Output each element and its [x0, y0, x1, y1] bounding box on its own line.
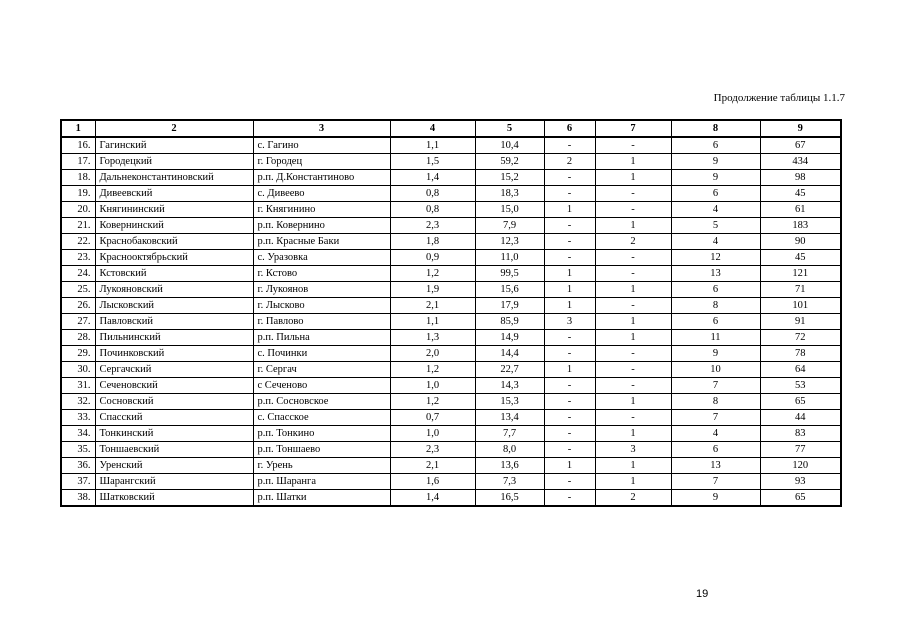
table-cell-col-9: 434 — [760, 154, 841, 170]
table-cell-col-7: - — [595, 250, 671, 266]
table-cell-col-5: 16,5 — [475, 490, 544, 507]
table-cell-col-7: 1 — [595, 426, 671, 442]
table-cell-col-2: Тонкинский — [95, 426, 253, 442]
table-cell-col-1: 38. — [61, 490, 95, 507]
table-cell-col-6: - — [544, 234, 595, 250]
table-cell-col-6: 1 — [544, 458, 595, 474]
table-cell-col-2: Сосновский — [95, 394, 253, 410]
table-cell-col-4: 0,8 — [390, 202, 475, 218]
table-cell-col-3: с. Уразовка — [253, 250, 390, 266]
table-cell-col-5: 14,4 — [475, 346, 544, 362]
table-row — [61, 490, 841, 507]
table-row — [61, 266, 841, 282]
table-cell-col-8: 9 — [671, 170, 760, 186]
table-cell-col-9: 45 — [760, 186, 841, 202]
column-header-2: 2 — [95, 120, 253, 137]
table-cell-col-9: 101 — [760, 298, 841, 314]
table-cell-col-7: 1 — [595, 394, 671, 410]
table-cell-col-2: Шарангский — [95, 474, 253, 490]
table-cell-col-3: г. Урень — [253, 458, 390, 474]
table-cell-col-6: - — [544, 250, 595, 266]
table-cell-col-5: 22,7 — [475, 362, 544, 378]
table-cell-col-1: 25. — [61, 282, 95, 298]
table-row — [61, 186, 841, 202]
table-cell-col-6: - — [544, 137, 595, 154]
table-cell-col-5: 15,6 — [475, 282, 544, 298]
table-cell-col-4: 2,1 — [390, 458, 475, 474]
table-cell-col-3: г. Сергач — [253, 362, 390, 378]
table-cell-col-2: Сергачский — [95, 362, 253, 378]
table-cell-col-8: 8 — [671, 298, 760, 314]
table-cell-col-1: 22. — [61, 234, 95, 250]
table-cell-col-4: 1,2 — [390, 266, 475, 282]
table-cell-col-5: 15,2 — [475, 170, 544, 186]
table-cell-col-3: р.п. Пильна — [253, 330, 390, 346]
table-cell-col-9: 77 — [760, 442, 841, 458]
table-cell-col-3: с. Дивеево — [253, 186, 390, 202]
data-table — [60, 119, 842, 507]
table-cell-col-7: - — [595, 266, 671, 282]
table-row — [61, 298, 841, 314]
table-cell-col-1: 19. — [61, 186, 95, 202]
table-cell-col-9: 90 — [760, 234, 841, 250]
table-cell-col-7: - — [595, 202, 671, 218]
table-cell-col-2: Спасский — [95, 410, 253, 426]
table-cell-col-8: 13 — [671, 458, 760, 474]
table-cell-col-6: - — [544, 474, 595, 490]
table-cell-col-5: 14,9 — [475, 330, 544, 346]
table-cell-col-2: Уренский — [95, 458, 253, 474]
table-cell-col-5: 7,3 — [475, 474, 544, 490]
table-cell-col-9: 67 — [760, 137, 841, 154]
table-cell-col-5: 7,7 — [475, 426, 544, 442]
table-cell-col-2: Сеченовский — [95, 378, 253, 394]
table-row — [61, 170, 841, 186]
table-cell-col-6: - — [544, 170, 595, 186]
table-cell-col-2: Ковернинский — [95, 218, 253, 234]
table-row — [61, 394, 841, 410]
table-cell-col-1: 32. — [61, 394, 95, 410]
table-cell-col-2: Шатковский — [95, 490, 253, 507]
table-cell-col-8: 4 — [671, 426, 760, 442]
table-cell-col-4: 2,3 — [390, 218, 475, 234]
table-cell-col-8: 7 — [671, 474, 760, 490]
table-cell-col-8: 6 — [671, 137, 760, 154]
table-cell-col-6: 1 — [544, 298, 595, 314]
table-header — [61, 120, 841, 137]
table-cell-col-4: 1,6 — [390, 474, 475, 490]
table-cell-col-5: 7,9 — [475, 218, 544, 234]
table-cell-col-6: - — [544, 426, 595, 442]
table-cell-col-9: 61 — [760, 202, 841, 218]
table-cell-col-5: 17,9 — [475, 298, 544, 314]
table-cell-col-7: 2 — [595, 490, 671, 507]
table-cell-col-1: 30. — [61, 362, 95, 378]
table-cell-col-6: 1 — [544, 202, 595, 218]
table-cell-col-3: г. Городец — [253, 154, 390, 170]
table-cell-col-4: 0,7 — [390, 410, 475, 426]
table-cell-col-8: 7 — [671, 378, 760, 394]
table-cell-col-7: 3 — [595, 442, 671, 458]
table-cell-col-6: - — [544, 218, 595, 234]
table-cell-col-6: 3 — [544, 314, 595, 330]
table-cell-col-3: с. Починки — [253, 346, 390, 362]
table-cell-col-8: 6 — [671, 186, 760, 202]
table-cell-col-2: Кстовский — [95, 266, 253, 282]
table-cell-col-8: 7 — [671, 410, 760, 426]
table-cell-col-6: - — [544, 186, 595, 202]
table-cell-col-5: 15,3 — [475, 394, 544, 410]
table-cell-col-1: 31. — [61, 378, 95, 394]
table-cell-col-1: 21. — [61, 218, 95, 234]
table-cell-col-9: 72 — [760, 330, 841, 346]
table-row — [61, 234, 841, 250]
table-cell-col-6: - — [544, 378, 595, 394]
table-cell-col-5: 8,0 — [475, 442, 544, 458]
table-cell-col-7: - — [595, 378, 671, 394]
table-cell-col-9: 120 — [760, 458, 841, 474]
table-cell-col-6: - — [544, 346, 595, 362]
table-cell-col-1: 23. — [61, 250, 95, 266]
table-cell-col-1: 36. — [61, 458, 95, 474]
table-row — [61, 346, 841, 362]
table-cell-col-8: 5 — [671, 218, 760, 234]
table-cell-col-5: 11,0 — [475, 250, 544, 266]
table-cell-col-1: 16. — [61, 137, 95, 154]
table-cell-col-4: 1,8 — [390, 234, 475, 250]
table-cell-col-2: Городецкий — [95, 154, 253, 170]
table-cell-col-7: 1 — [595, 218, 671, 234]
table-cell-col-3: р.п. Шаранга — [253, 474, 390, 490]
table-cell-col-7: - — [595, 186, 671, 202]
table-cell-col-7: 1 — [595, 458, 671, 474]
table-cell-col-7: - — [595, 362, 671, 378]
table-cell-col-3: с. Гагино — [253, 137, 390, 154]
table-cell-col-1: 26. — [61, 298, 95, 314]
table-cell-col-8: 9 — [671, 346, 760, 362]
table-cell-col-2: Дивеевский — [95, 186, 253, 202]
column-header-5: 5 — [475, 120, 544, 137]
table-cell-col-1: 18. — [61, 170, 95, 186]
table-cell-col-7: - — [595, 346, 671, 362]
table-cell-col-9: 91 — [760, 314, 841, 330]
table-cell-col-1: 27. — [61, 314, 95, 330]
table-cell-col-7: 1 — [595, 474, 671, 490]
table-cell-col-3: р.п. Сосновское — [253, 394, 390, 410]
table-cell-col-6: 1 — [544, 282, 595, 298]
table-cell-col-3: г. Лукоянов — [253, 282, 390, 298]
table-body — [61, 137, 841, 506]
page-number: 19 — [696, 588, 709, 600]
table-row — [61, 218, 841, 234]
table-cell-col-4: 2,0 — [390, 346, 475, 362]
table-cell-col-1: 34. — [61, 426, 95, 442]
table-cell-col-1: 20. — [61, 202, 95, 218]
table-cell-col-7: 2 — [595, 234, 671, 250]
table-cell-col-7: 1 — [595, 282, 671, 298]
table-cell-col-5: 10,4 — [475, 137, 544, 154]
table-cell-col-9: 65 — [760, 394, 841, 410]
table-cell-col-4: 1,5 — [390, 154, 475, 170]
table-row — [61, 202, 841, 218]
table-cell-col-3: р.п. Тоншаево — [253, 442, 390, 458]
table-cell-col-9: 98 — [760, 170, 841, 186]
column-header-9: 9 — [760, 120, 841, 137]
table-row — [61, 330, 841, 346]
table-cell-col-7: 1 — [595, 314, 671, 330]
table-cell-col-8: 8 — [671, 394, 760, 410]
table-cell-col-4: 1,4 — [390, 170, 475, 186]
table-row — [61, 314, 841, 330]
table-cell-col-6: - — [544, 330, 595, 346]
table-cell-col-8: 4 — [671, 234, 760, 250]
table-cell-col-3: р.п. Красные Баки — [253, 234, 390, 250]
table-cell-col-5: 13,6 — [475, 458, 544, 474]
table-cell-col-8: 11 — [671, 330, 760, 346]
table-cell-col-7: 1 — [595, 330, 671, 346]
column-header-6: 6 — [544, 120, 595, 137]
table-cell-col-4: 0,9 — [390, 250, 475, 266]
table-cell-col-1: 33. — [61, 410, 95, 426]
table-cell-col-9: 83 — [760, 426, 841, 442]
table-row — [61, 378, 841, 394]
table-cell-col-5: 99,5 — [475, 266, 544, 282]
table-cell-col-1: 37. — [61, 474, 95, 490]
table-cell-col-9: 64 — [760, 362, 841, 378]
table-cell-col-9: 53 — [760, 378, 841, 394]
table-cell-col-4: 1,3 — [390, 330, 475, 346]
table-cell-col-2: Лукояновский — [95, 282, 253, 298]
table-cell-col-2: Пильнинский — [95, 330, 253, 346]
table-row — [61, 137, 841, 154]
table-cell-col-3: г. Княгинино — [253, 202, 390, 218]
table-cell-col-5: 18,3 — [475, 186, 544, 202]
table-cell-col-4: 1,2 — [390, 362, 475, 378]
column-header-3: 3 — [253, 120, 390, 137]
table-cell-col-8: 4 — [671, 202, 760, 218]
table-cell-col-6: - — [544, 490, 595, 507]
table-cell-col-2: Лысковский — [95, 298, 253, 314]
column-header-7: 7 — [595, 120, 671, 137]
table-cell-col-8: 6 — [671, 282, 760, 298]
table-cell-col-4: 1,2 — [390, 394, 475, 410]
table-cell-col-8: 12 — [671, 250, 760, 266]
table-cell-col-2: Починковский — [95, 346, 253, 362]
column-header-8: 8 — [671, 120, 760, 137]
table-cell-col-9: 65 — [760, 490, 841, 507]
table-cell-col-8: 6 — [671, 314, 760, 330]
table-cell-col-9: 45 — [760, 250, 841, 266]
table-cell-col-4: 1,1 — [390, 137, 475, 154]
table-cell-col-9: 78 — [760, 346, 841, 362]
table-cell-col-3: р.п. Ковернино — [253, 218, 390, 234]
table-cell-col-6: 1 — [544, 362, 595, 378]
table-row — [61, 426, 841, 442]
table-row — [61, 442, 841, 458]
table-cell-col-3: р.п. Шатки — [253, 490, 390, 507]
table-cell-col-2: Гагинский — [95, 137, 253, 154]
table-cell-col-3: р.п. Тонкино — [253, 426, 390, 442]
table-caption: Продолжение таблицы 1.1.7 — [713, 92, 845, 104]
table-cell-col-8: 13 — [671, 266, 760, 282]
table-cell-col-4: 2,1 — [390, 298, 475, 314]
table-cell-col-9: 121 — [760, 266, 841, 282]
table-cell-col-5: 14,3 — [475, 378, 544, 394]
table-cell-col-5: 12,3 — [475, 234, 544, 250]
table-cell-col-5: 59,2 — [475, 154, 544, 170]
column-header-1: 1 — [61, 120, 95, 137]
table-cell-col-6: 2 — [544, 154, 595, 170]
table-cell-col-6: - — [544, 410, 595, 426]
table-cell-col-9: 44 — [760, 410, 841, 426]
table-cell-col-4: 1,9 — [390, 282, 475, 298]
table-cell-col-3: г. Лысково — [253, 298, 390, 314]
table-cell-col-5: 15,0 — [475, 202, 544, 218]
table-row — [61, 250, 841, 266]
table-cell-col-1: 29. — [61, 346, 95, 362]
table-cell-col-1: 17. — [61, 154, 95, 170]
column-header-4: 4 — [390, 120, 475, 137]
table-cell-col-9: 71 — [760, 282, 841, 298]
table-row — [61, 362, 841, 378]
table-cell-col-2: Тоншаевский — [95, 442, 253, 458]
table-cell-col-4: 1,1 — [390, 314, 475, 330]
table-cell-col-9: 183 — [760, 218, 841, 234]
table-cell-col-7: - — [595, 137, 671, 154]
table-row — [61, 154, 841, 170]
table-cell-col-3: с. Спасское — [253, 410, 390, 426]
table-cell-col-2: Дальнеконстантиновский — [95, 170, 253, 186]
table-cell-col-4: 1,4 — [390, 490, 475, 507]
table-cell-col-2: Краснобаковский — [95, 234, 253, 250]
table-cell-col-3: р.п. Д.Константиново — [253, 170, 390, 186]
table-cell-col-3: г. Павлово — [253, 314, 390, 330]
table-row — [61, 282, 841, 298]
table-cell-col-8: 6 — [671, 442, 760, 458]
table-cell-col-7: - — [595, 298, 671, 314]
table-cell-col-2: Краснооктябрьский — [95, 250, 253, 266]
table-cell-col-7: - — [595, 410, 671, 426]
table-row — [61, 474, 841, 490]
table-row — [61, 458, 841, 474]
table-cell-col-4: 2,3 — [390, 442, 475, 458]
table-cell-col-2: Павловский — [95, 314, 253, 330]
table-cell-col-4: 1,0 — [390, 378, 475, 394]
table-cell-col-6: 1 — [544, 266, 595, 282]
table-cell-col-3: г. Кстово — [253, 266, 390, 282]
header-row — [61, 120, 841, 137]
table-cell-col-5: 85,9 — [475, 314, 544, 330]
table-cell-col-8: 9 — [671, 154, 760, 170]
table-cell-col-4: 1,0 — [390, 426, 475, 442]
table-cell-col-1: 24. — [61, 266, 95, 282]
table-cell-col-6: - — [544, 394, 595, 410]
table-cell-col-1: 35. — [61, 442, 95, 458]
table-cell-col-9: 93 — [760, 474, 841, 490]
table-cell-col-2: Княгининский — [95, 202, 253, 218]
table-cell-col-4: 0,8 — [390, 186, 475, 202]
table-cell-col-8: 9 — [671, 490, 760, 507]
table-cell-col-7: 1 — [595, 154, 671, 170]
table-cell-col-6: - — [544, 442, 595, 458]
table-cell-col-1: 28. — [61, 330, 95, 346]
table-cell-col-5: 13,4 — [475, 410, 544, 426]
table-row — [61, 410, 841, 426]
table-cell-col-8: 10 — [671, 362, 760, 378]
table-cell-col-3: с Сеченово — [253, 378, 390, 394]
table-cell-col-7: 1 — [595, 170, 671, 186]
